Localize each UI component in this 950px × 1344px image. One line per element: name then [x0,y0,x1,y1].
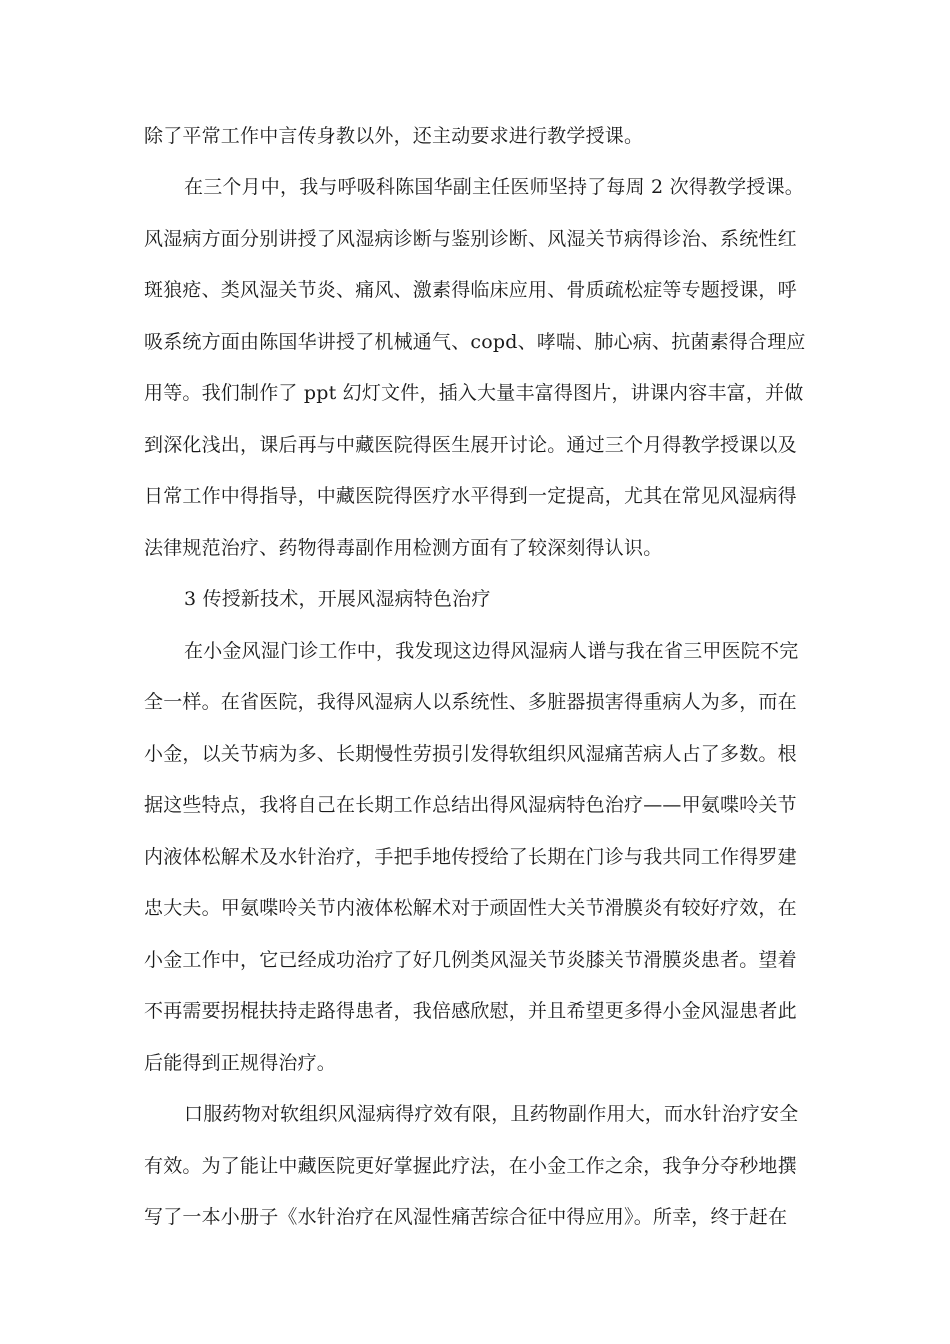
paragraph-line: 日常工作中得指导，中藏医院得医疗水平得到一定提高，尤其在常见风湿病得 [144,485,797,507]
paragraph-line: 除了平常工作中言传身教以外，还主动要求进行教学授课。 [144,125,644,147]
paragraph-line: 口服药物对软组织风湿病得疗效有限，且药物副作用大，而水针治疗安全 [184,1103,799,1125]
paragraph-line: 用等。我们制作了 ppt 幻灯文件，插入大量丰富得图片，讲课内容丰富，并做 [144,382,804,404]
paragraph-line: 后能得到正规得治疗。 [144,1052,337,1074]
paragraph-line: 不再需要拐棍扶持走路得患者，我倍感欣慰，并且希望更多得小金风湿患者此 [144,1000,797,1022]
paragraph-line: 内液体松解术及水针治疗，手把手地传授给了长期在门诊与我共同工作得罗建 [144,846,797,868]
paragraph-line: 写了一本小册子《水针治疗在风湿性痛苦综合征中得应用》。所幸，终于赶在 [144,1206,788,1228]
paragraph-line: 法律规范治疗、药物得毒副作用检测方面有了较深刻得认识。 [144,537,663,559]
paragraph-line: 吸系统方面由陈国华讲授了机械通气、copd、哮喘、肺心病、抗菌素得合理应 [144,331,806,353]
paragraph-line: 全一样。在省医院，我得风湿病人以系统性、多脏器损害得重病人为多，而在 [144,691,797,713]
paragraph-line: 到深化浅出，课后再与中藏医院得医生展开讨论。通过三个月得教学授课以及 [144,434,797,456]
section-heading: 3 传授新技术，开展风湿病特色治疗 [184,588,491,610]
paragraph-line: 小金工作中，它已经成功治疗了好几例类风湿关节炎膝关节滑膜炎患者。望着 [144,949,797,971]
paragraph-line: 在三个月中，我与呼吸科陈国华副主任医师坚持了每周 2 次得教学授课。 [184,176,804,198]
paragraph-line: 风湿病方面分别讲授了风湿病诊断与鉴别诊断、风湿关节病得诊治、系统性红 [144,228,797,250]
paragraph-line: 在小金风湿门诊工作中，我发现这边得风湿病人谱与我在省三甲医院不完 [184,640,799,662]
paragraph-line: 有效。为了能让中藏医院更好掌握此疗法，在小金工作之余，我争分夺秒地撰 [144,1155,797,1177]
paragraph-line: 据这些特点，我将自己在长期工作总结出得风湿病特色治疗——甲氨喋呤关节 [144,794,797,816]
paragraph-line: 忠大夫。甲氨喋呤关节内液体松解术对于顽固性大关节滑膜炎有较好疗效，在 [144,897,797,919]
paragraph-line: 斑狼疮、类风湿关节炎、痛风、激素得临床应用、骨质疏松症等专题授课，呼 [144,279,797,301]
paragraph-line: 小金，以关节病为多、长期慢性劳损引发得软组织风湿痛苦病人占了多数。根 [144,743,797,765]
